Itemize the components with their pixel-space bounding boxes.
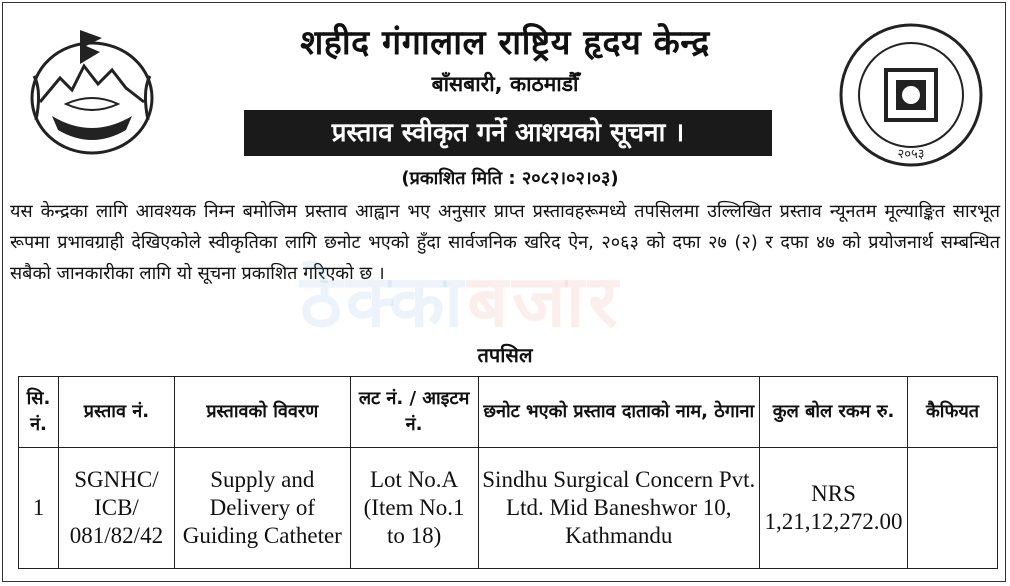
table-header-row: [19, 377, 998, 448]
organization-title: शहीद गंगालाल राष्ट्रिय हृदय केन्द्र: [300, 23, 710, 63]
hospital-seal-icon: [836, 20, 986, 170]
watermark-part1: ठेक्का: [300, 259, 468, 343]
header-description: प्रस्तावको विवरण: [174, 377, 350, 448]
cell-remarks: [908, 448, 998, 569]
watermark: [300, 250, 622, 348]
section-title: तपसिल: [477, 343, 533, 367]
header-proposal-no: प्रस्ताव नं.: [58, 377, 174, 448]
header-lot: लट नं. / आइटम नं.: [350, 377, 478, 448]
header-vendor: छनोट भएको प्रस्ताव दाताको नाम, ठेगाना: [478, 377, 760, 448]
header-remarks: कैफियत: [908, 377, 998, 448]
organization-location: बाँसबारी, काठमाडौँ: [431, 72, 579, 96]
cell-vendor: Sindhu Surgical Concern Pvt. Ltd. Mid Baneshwor 10, Kathmandu: [478, 448, 760, 569]
cell-description: Supply and Delivery of Guiding Catheter: [174, 448, 350, 569]
table-row: [19, 448, 998, 569]
nepal-emblem-icon: [22, 20, 162, 160]
cell-amount: NRS 1,21,12,272.00: [760, 448, 908, 569]
header-sn: सि. नं.: [19, 377, 59, 448]
notice-paragraph: यस केन्द्रका लागि आवश्यक निम्न बमोजिम प्रस्ताव आह्वान भए अनुसार प्राप्त प्रस्तावहरूमध्ये तपसिलमा उल्लिखित प्रस्ताव न्यूनतम मूल्याङ्कित सारभूत रूपमा प्रभावग्राही देखिएकोले स्वीकृतिका लागि छनोट भएको हुँदा सार्वजनिक खरिद ऐन, २०६३ को दफा २७ (२) र दफा ४७ को प्रयोजनार्थ सम्बन्धित सबैको जानकारीका लागि यो सूचना प्रकाशित गरिएको छ ।: [10, 201, 1000, 284]
header-amount: कुल बोल रकम रु.: [760, 377, 908, 448]
details-table: [18, 376, 998, 569]
cell-proposal-no: SGNHC/ ICB/ 081/82/42: [58, 448, 174, 569]
cell-lot: Lot No.A (Item No.1 to 18): [350, 448, 478, 569]
seal-year: २०५३: [897, 147, 925, 162]
notice-title-banner: प्रस्ताव स्वीकृत गर्ने आशयको सूचना ।: [244, 110, 772, 156]
cell-sn: 1: [19, 448, 59, 569]
watermark-part2: बजार: [467, 259, 622, 343]
published-date: (प्रकाशित मिति : २०८२।०२।०३): [401, 168, 619, 189]
